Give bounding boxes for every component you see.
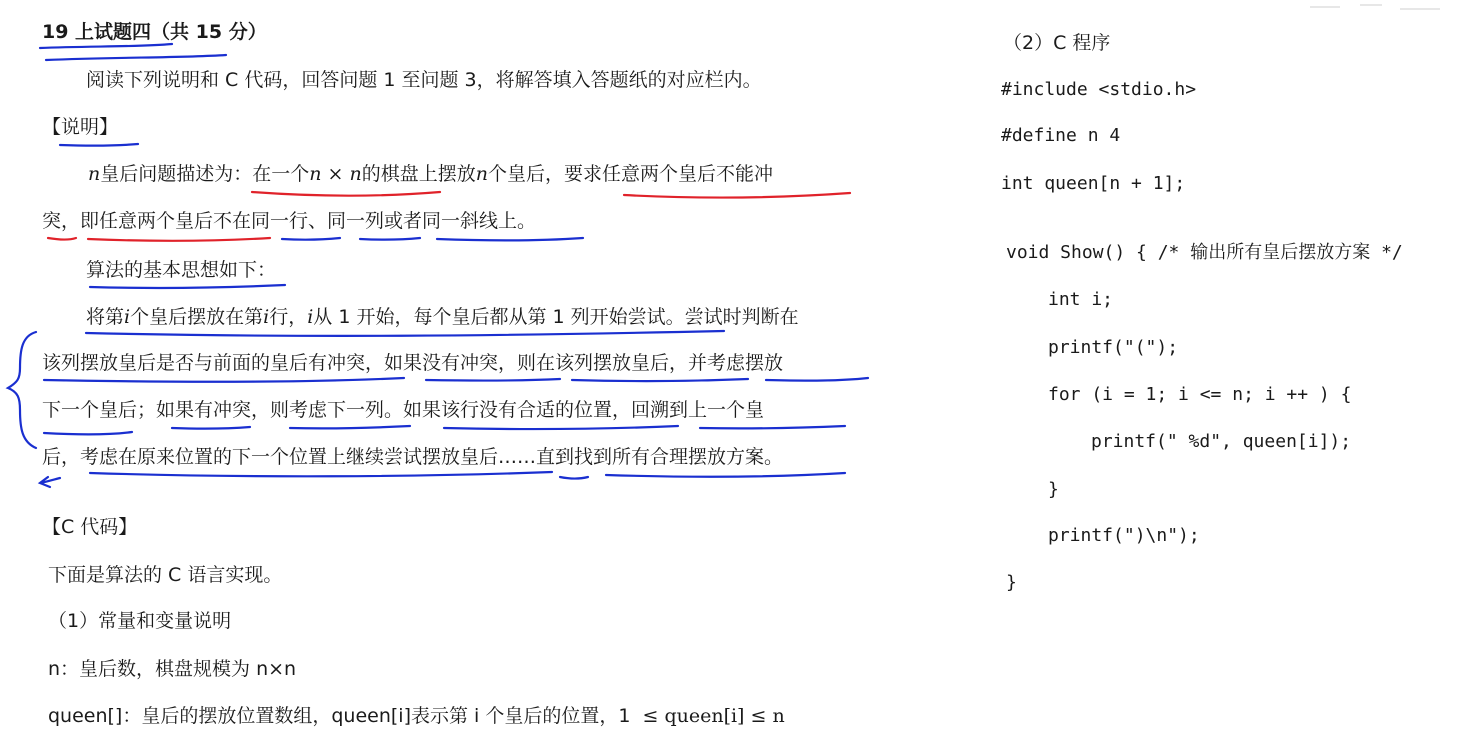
red-underline-1b (624, 193, 850, 197)
underline-algo-4c (606, 473, 845, 477)
variable-n: n：皇后数，棋盘规模为 n×n (48, 658, 297, 680)
subsection-2: （2）C 程序 (1003, 32, 1111, 54)
algorithm-line-1: 将第i个皇后摆放在第i行，i从 1 开始，每个皇后都从第 1 列开始尝试。尝试时判断在 (86, 306, 799, 328)
algorithm-intro: 算法的基本思想如下： (86, 259, 277, 281)
code-line-function-close: } (1006, 572, 1017, 593)
watermark-logo (1300, 0, 1459, 18)
description-line-2: 突，即任意两个皇后不在同一行、同一列或者同一斜线上。 (42, 210, 537, 232)
underline-algo-4b (560, 477, 588, 479)
intro-text: 阅读下列说明和 C 代码，回答问题 1 至问题 3，将解答填入答题纸的对应栏内。 (86, 69, 762, 91)
code-line-for: for (i = 1; i <= n; i ++ ) { (1048, 384, 1352, 405)
variable-queen: queen[]：皇后的摆放位置数组，queen[i]表示第 i 个皇后的位置，1 ≤ queen[i] ≤ n (48, 705, 785, 727)
underline-algo-2d (766, 378, 868, 381)
underline-algo-1 (86, 331, 724, 336)
code-line-printf-open: printf("("); (1048, 337, 1179, 358)
math-n: n (88, 163, 101, 185)
algorithm-line-3: 下一个皇后；如果有冲突，则考虑下一列。如果该行没有合适的位置，回溯到上一个皇 (42, 399, 765, 421)
underline-same-col (360, 238, 420, 240)
underline-algo-4a (90, 472, 552, 476)
underline-algo-3b (172, 427, 250, 429)
code-line-decl: int i; (1048, 289, 1114, 310)
underline-algo-2c (572, 379, 748, 381)
underline-description (60, 144, 138, 146)
math-n-times-n: n × n (309, 163, 362, 185)
question-heading: 19 上试题四（共 15 分） (42, 21, 267, 43)
underline-algo-intro (90, 285, 285, 288)
code-line-printf-close: printf(")\n"); (1048, 525, 1200, 546)
left-brace (8, 332, 36, 448)
algorithm-line-2: 该列摆放皇后是否与前面的皇后有冲突，如果没有冲突，则在该列摆放皇后，并考虑摆放 (42, 352, 784, 374)
arrow-mark (40, 477, 60, 487)
red-underline-1a (252, 192, 440, 196)
underline-algo-3e (700, 426, 845, 428)
section-description-label: 【说明】 (42, 116, 119, 138)
section-code-label: 【C 代码】 (42, 516, 138, 538)
code-line-define: #define n 4 (1001, 125, 1121, 146)
underline-algo-2b (426, 379, 560, 381)
algorithm-line-4: 后，考虑在原来位置的下一个位置上继续尝试摆放皇后……直到找到所有合理摆放方案。 (42, 446, 784, 468)
code-line-include: #include <stdio.h> (1001, 79, 1197, 100)
underline-same-row (282, 238, 340, 240)
description-line-1: n皇后问题描述为：在一个n × n的棋盘上摆放n个皇后，要求任意两个皇后不能冲 (88, 163, 774, 185)
math-n: n (475, 163, 489, 185)
underline-heading (40, 44, 172, 48)
underline-algo-3c (290, 426, 410, 428)
code-line-function: void Show() { /* 输出所有皇后摆放方案 */ (1006, 242, 1403, 263)
red-underline-2a (48, 238, 76, 240)
underline-same-diag (437, 238, 583, 240)
code-intro: 下面是算法的 C 语言实现。 (48, 564, 283, 586)
underline-algo-3d (444, 426, 678, 429)
code-line-for-close: } (1048, 479, 1059, 500)
underline-intro-line (46, 55, 226, 60)
subsection-1: （1）常量和变量说明 (48, 610, 232, 632)
code-line-printf-item: printf(" %d", queen[i]); (1091, 431, 1352, 452)
underline-algo-3a (44, 432, 132, 434)
code-line-array: int queen[n + 1]; (1001, 173, 1186, 194)
underline-algo-2a (44, 378, 404, 382)
red-underline-2b (88, 238, 270, 241)
